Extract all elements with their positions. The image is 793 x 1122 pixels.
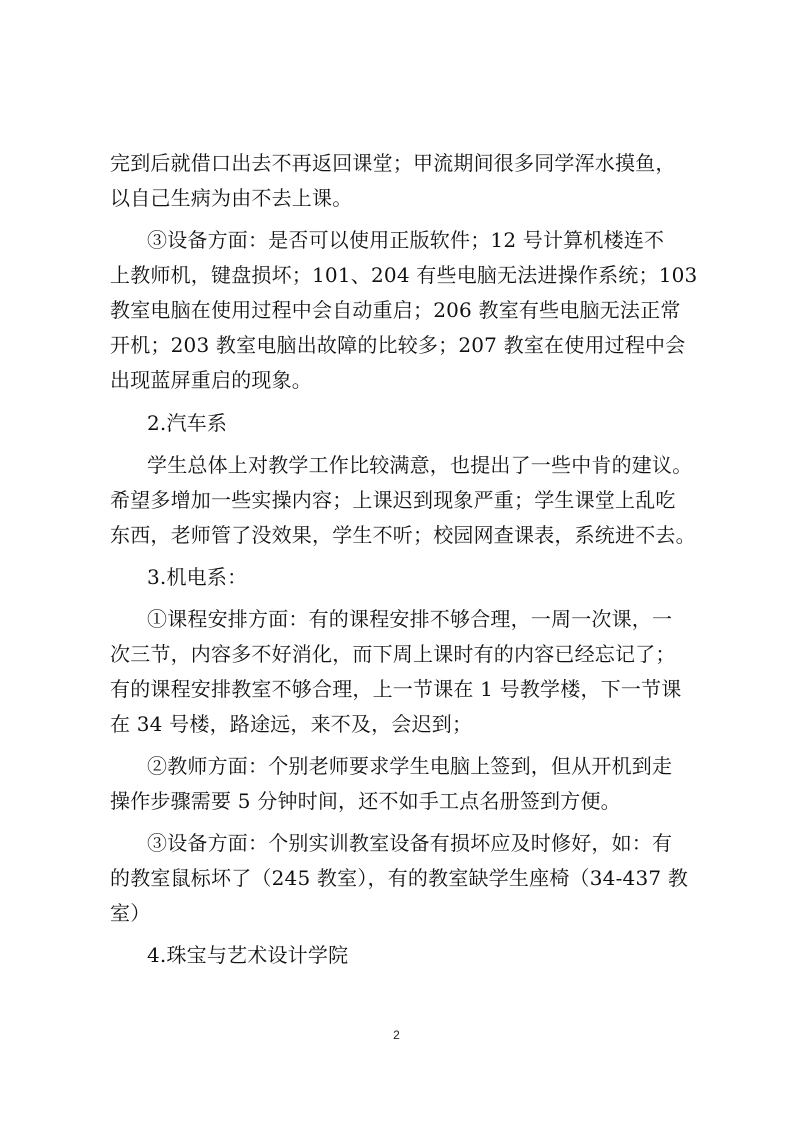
paragraph-line: ③设备方面：个别实训教室设备有损坏应及时修好，如：有 (147, 831, 673, 855)
paragraph-line: 的教室鼠标坏了（245 教室），有的教室缺学生座椅（34-437 教 (110, 866, 689, 890)
paragraph-line: 教室电脑在使用过程中会自动重启；206 教室有些电脑无法正常 (110, 298, 681, 322)
paragraph-line: 室） (110, 901, 151, 925)
section-heading: 2.汽车系 (147, 411, 228, 435)
page-number: 2 (393, 1028, 400, 1042)
paragraph-line: ①课程安排方面：有的课程安排不够合理，一周一次课，一 (147, 607, 673, 631)
paragraph-line: 完到后就借口出去不再返回课堂；甲流期间很多同学浑水摸鱼， (110, 151, 676, 175)
section-heading: 4.珠宝与艺术设计学院 (147, 943, 349, 967)
paragraph-line: 出现蓝屏重启的现象。 (110, 368, 312, 392)
paragraph-line: 以自己生病为由不去上课。 (110, 186, 353, 210)
paragraph-line: ②教师方面：个别老师要求学生电脑上签到，但从开机到走 (147, 754, 673, 778)
paragraph-line: 次三节，内容多不好消化，而下周上课时有的内容已经忘记了； (110, 642, 676, 666)
paragraph-line: 东西，老师管了没效果，学生不听；校园网查课表，系统进不去。 (110, 523, 696, 547)
paragraph-line: 希望多增加一些实操内容；上课迟到现象严重；学生课堂上乱吃 (110, 488, 676, 512)
paragraph-line: ③设备方面：是否可以使用正版软件；12 号计算机楼连不 (147, 228, 665, 252)
paragraph-line: 操作步骤需要 5 分钟时间，还不如手工点名册签到方便。 (110, 789, 621, 813)
paragraph-line: 上教师机，键盘损坏；101、204 有些电脑无法进操作系统；103 (110, 263, 698, 287)
paragraph-line: 在 34 号楼，路途远，来不及，会迟到； (110, 712, 473, 736)
section-heading: 3.机电系： (147, 565, 248, 589)
paragraph-line: 学生总体上对教学工作比较满意，也提出了一些中肯的建议。 (147, 453, 693, 477)
paragraph-line: 开机；203 教室电脑出故障的比较多；207 教室在使用过程中会 (110, 333, 686, 357)
paragraph-line: 有的课程安排教室不够合理，上一节课在 1 号教学楼，下一节课 (110, 677, 682, 701)
